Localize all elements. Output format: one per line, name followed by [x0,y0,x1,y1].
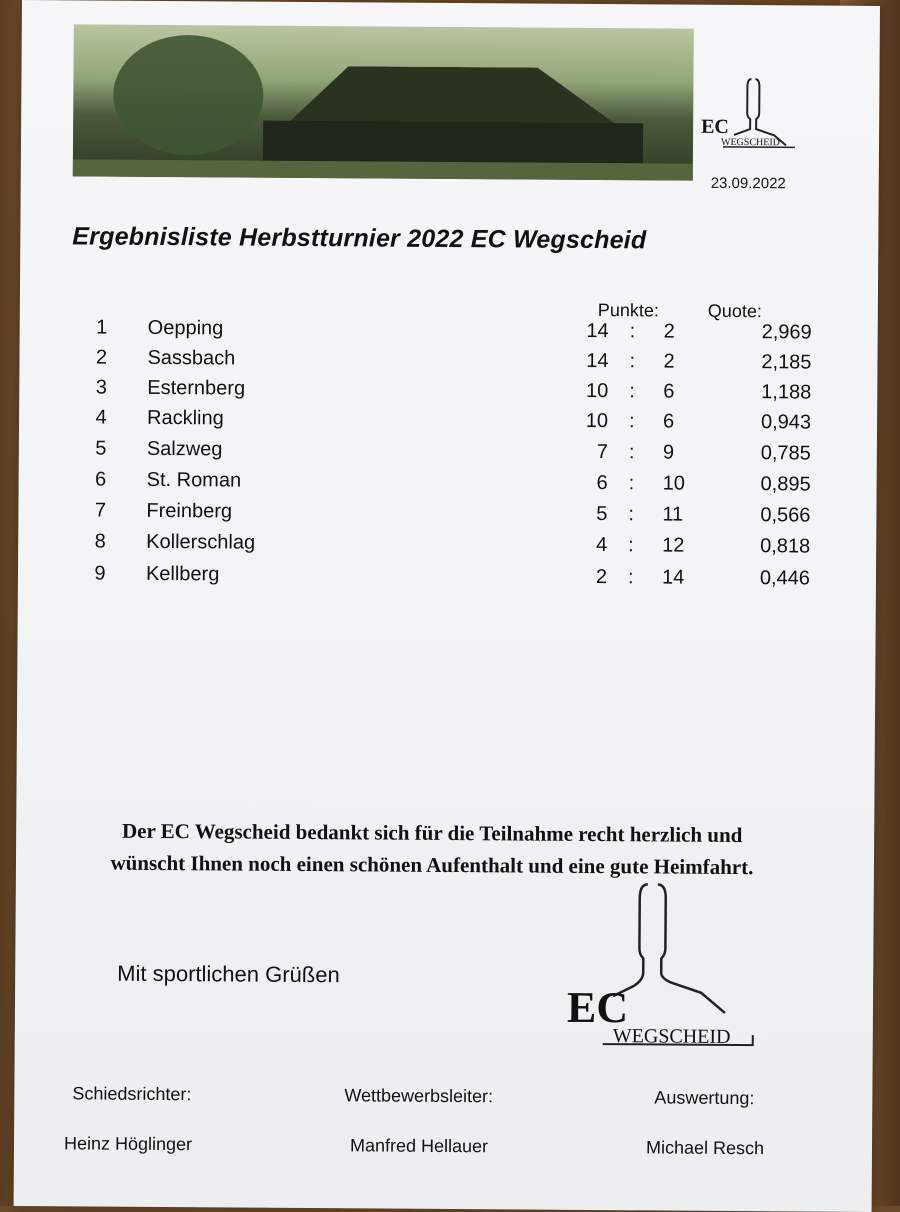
roof-shape [243,66,663,129]
points-against: 12 [662,534,685,557]
quote-value: 0,785 [760,442,811,465]
thank-you-message [32,814,832,884]
points-against: 2 [663,320,675,343]
evaluation-name: Michael Resch [645,1137,765,1159]
points-for: 5 [596,503,608,526]
points-against: 10 [662,472,685,495]
rank: 2 [95,346,108,369]
logo-large-ec: EC [566,982,629,1033]
quote-column-header: Quote: [707,300,762,322]
table-row [18,530,876,567]
points-separator: : [628,410,635,433]
thank-you-line-2: wünscht Ihnen noch einen schönen Aufenthalt und eine gute Heimfahrt. [110,850,754,880]
quote-value: 0,446 [759,567,811,590]
points-against: 14 [661,566,685,589]
points-separator: : [628,503,635,526]
rank: 4 [95,406,107,429]
evaluation-label: Auswertung: [654,1087,755,1109]
points-for: 6 [596,472,608,495]
points-separator: : [628,534,634,557]
document-date: 23.09.2022 [710,174,786,193]
rank: 9 [94,562,106,585]
competition-lead-label: Wettbewerbsleiter: [344,1085,494,1107]
logo-small-ec: EC [701,115,730,138]
points-for: 14 [586,349,609,373]
team-name: Esternberg [147,376,246,400]
tree-shape [113,35,264,156]
team-name: Oepping [147,316,224,340]
team-name: Rackling [147,406,224,430]
quote-value: 2,185 [761,351,812,374]
rank: 7 [94,499,107,522]
team-name: Freinberg [146,499,233,523]
points-against: 6 [662,410,675,433]
points-against: 11 [662,503,684,526]
points-for: 7 [596,441,608,464]
team-name: Kollerschlag [146,530,256,554]
points-for: 4 [596,534,608,557]
points-against: 9 [662,441,675,464]
clubhouse-photo [73,24,694,180]
points-separator: : [629,350,636,373]
quote-value: 2,969 [761,321,812,344]
quote-value: 0,943 [760,411,812,434]
referee-name: Heinz Höglinger [63,1133,193,1155]
competition-lead-name: Manfred Hellauer [349,1135,489,1157]
quote-value: 0,895 [760,473,811,496]
quote-value: 0,566 [760,504,811,527]
results-sheet [14,0,880,1212]
thank-you-line-1: Der EC Wegscheid bedankt sich für die Teilnahme recht herzlich und [121,818,743,848]
points-separator: : [628,472,635,495]
rank: 6 [95,468,107,491]
referee-label: Schiedsrichter: [72,1083,192,1105]
logo-small-club: WEGSCHEID [720,136,780,149]
points-column-header: Punkte: [597,300,659,321]
quote-value: 1,188 [761,381,812,404]
document-title: Ergebnisliste Herbstturnier 2022 EC Wegscheid [72,222,647,255]
points-separator: : [629,320,636,343]
rank: 1 [96,316,108,339]
logo-large-club: WEGSCHEID [612,1025,731,1048]
team-name: St. Roman [146,468,242,492]
quote-value: 0,818 [760,535,811,558]
team-name: Kellberg [145,562,220,586]
rank: 8 [94,530,106,553]
club-logo-large [563,874,764,1065]
ground-strip [73,159,693,180]
points-for: 10 [585,409,609,433]
points-separator: : [628,441,635,464]
rank: 3 [95,376,107,399]
points-separator: : [627,566,634,589]
points-against: 2 [663,350,675,373]
club-logo-small [699,75,810,156]
points-separator: : [629,380,635,403]
points-for: 10 [585,379,609,403]
points-for: 14 [586,319,609,343]
team-name: Sassbach [147,346,236,370]
rank: 5 [95,437,107,460]
points-for: 2 [595,566,608,589]
points-against: 6 [663,380,675,403]
closing-greeting: Mit sportlichen Grüßen [117,960,340,988]
team-name: Salzweg [146,437,223,461]
table-row [18,562,876,599]
